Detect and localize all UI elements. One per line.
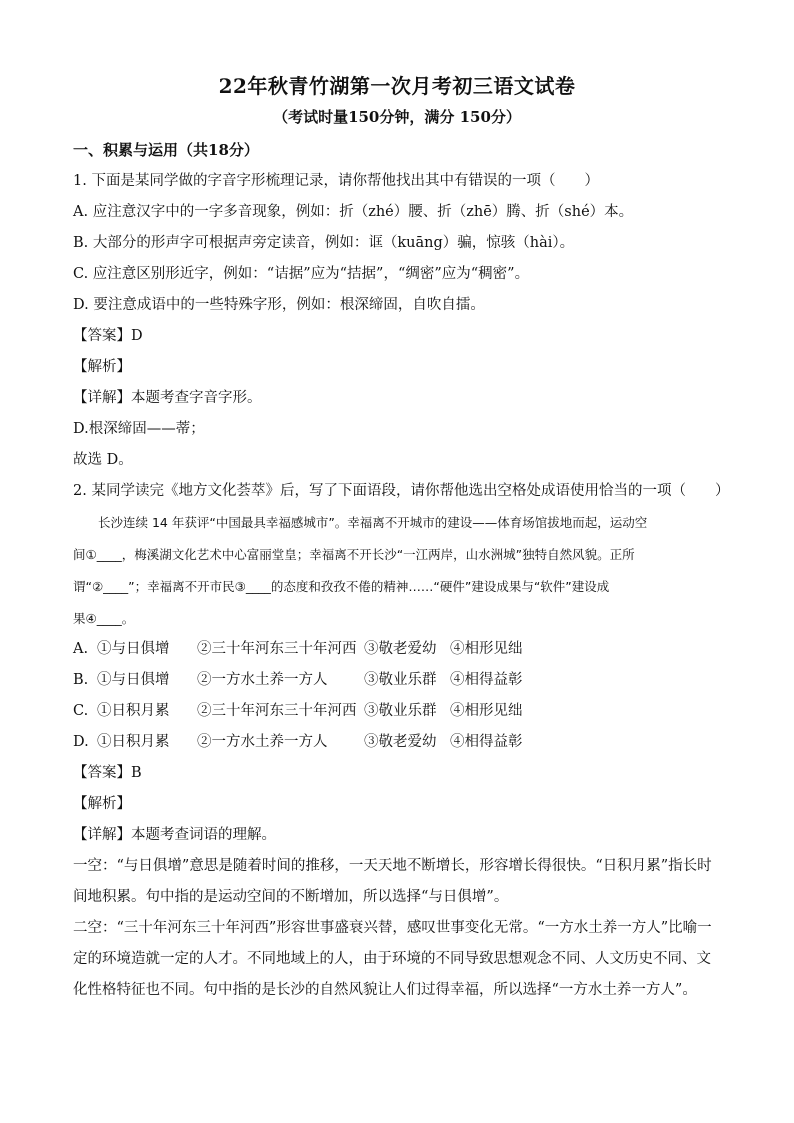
option-part-1: ①与日俱增 (97, 641, 170, 657)
q2-passage-line: 果④____。 (73, 611, 135, 626)
q1-option-d: D. 要注意成语中的一些特殊字形，例如：根深缔固，自吹自擂。 (73, 297, 485, 313)
q1-detail: 【详解】本题考查字音字形。 (73, 390, 262, 406)
option-label: D. (73, 734, 89, 750)
option-part-4: ④相形见绌 (450, 641, 523, 657)
option-part-4: ④相得益彰 (450, 672, 523, 688)
q1-option-a: A. 应注意汉字中的一字多音现象，例如：折（zhé）腰、折（zhē）腾、折（shé）本。 (73, 204, 634, 220)
option-part-3: ③敬老爱幼 (364, 734, 437, 750)
q2-stem: 2. 某同学读完《地方文化荟萃》后，写了下面语段，请你帮他选出空格处成语使用恰当的一项（ ） (73, 483, 730, 499)
q2-blank2-explanation: 二空：“三十年河东三十年河西”形容世事盛衰兴替，感叹世事变化无常。“一方水土养一方人”比喻一定的环境造就一定的人才。不同地域上的人，由于环境的不同导致思想观念不同、人文历史不同、文化性格特征也不同。句中指的是长沙的自然风貌让人们过得幸福，所以选择“一方水土养一方人”。 (73, 920, 712, 998)
q2-passage-line: 长沙连续 14 年获评“中国最具幸福感城市”。幸福离不开城市的建设——体育场馆拔地而起，运动空 (73, 515, 648, 530)
option-part-3: ③敬业乐群 (364, 703, 437, 719)
q2-option-c (73, 701, 523, 721)
q2-detail: 【详解】本题考查词语的理解。 (73, 827, 276, 843)
section-heading: 一、积累与运用（共18分） (73, 141, 259, 159)
option-part-1: ①日积月累 (97, 734, 170, 750)
option-part-4: ④相形见绌 (450, 703, 523, 719)
q1-analysis-label: 【解析】 (73, 359, 131, 375)
page-title: 22年秋青竹湖第一次月考初三语文试卷 (218, 74, 576, 98)
q1-option-b: B. 大部分的形声字可根据声旁定读音，例如：诓（kuāng）骗，惊骇（hài）。 (73, 235, 575, 251)
q2-option-a (73, 639, 523, 659)
option-label: A. (73, 641, 89, 657)
q2-analysis-label: 【解析】 (73, 796, 131, 812)
q1-stem: 1. 下面是某同学做的字音字形梳理记录，请你帮他找出其中有错误的一项（ ） (73, 173, 599, 189)
q2-blank1-explanation: 一空：“与日俱增”意思是随着时间的推移，一天天地不断增长，形容增长得很快。“日积月累”指长时间地积累。句中指的是运动空间的不断增加，所以选择“与日俱增”。 (73, 858, 712, 905)
option-part-2: ②一方水土养一方人 (197, 734, 328, 750)
option-part-2: ②三十年河东三十年河西 (197, 703, 357, 719)
q2-passage-line: 谓“②____”；幸福离不开市民③____的态度和孜孜不倦的精神……“硬件”建设成果与“软件”建设成 (73, 579, 610, 594)
option-part-3: ③敬老爱幼 (364, 641, 437, 657)
q1-conclusion: 故选 D。 (73, 452, 133, 468)
exam-info: （考试时量150分钟，满分 150分） (273, 108, 521, 126)
option-part-1: ①与日俱增 (97, 672, 170, 688)
option-part-1: ①日积月累 (97, 703, 170, 719)
q2-answer: 【答案】B (73, 765, 142, 781)
option-part-3: ③敬业乐群 (364, 672, 437, 688)
option-label: B. (73, 672, 89, 688)
q1-answer: 【答案】D (73, 328, 143, 344)
q1-fix: D.根深缔固——蒂； (73, 421, 205, 437)
option-part-2: ②三十年河东三十年河西 (197, 641, 357, 657)
q2-option-b (73, 670, 523, 690)
option-part-4: ④相得益彰 (450, 734, 523, 750)
q2-option-d (73, 732, 523, 752)
option-part-2: ②一方水土养一方人 (197, 672, 328, 688)
option-label: C. (73, 703, 89, 719)
q2-passage-line: 间①____，梅溪湖文化艺术中心富丽堂皇；幸福离不开长沙“一江两岸，山水洲城”独特自然风貌。正所 (73, 547, 635, 562)
q1-option-c: C. 应注意区别形近字，例如：“诘据”应为“拮据”，“绸密”应为“稠密”。 (73, 266, 530, 282)
